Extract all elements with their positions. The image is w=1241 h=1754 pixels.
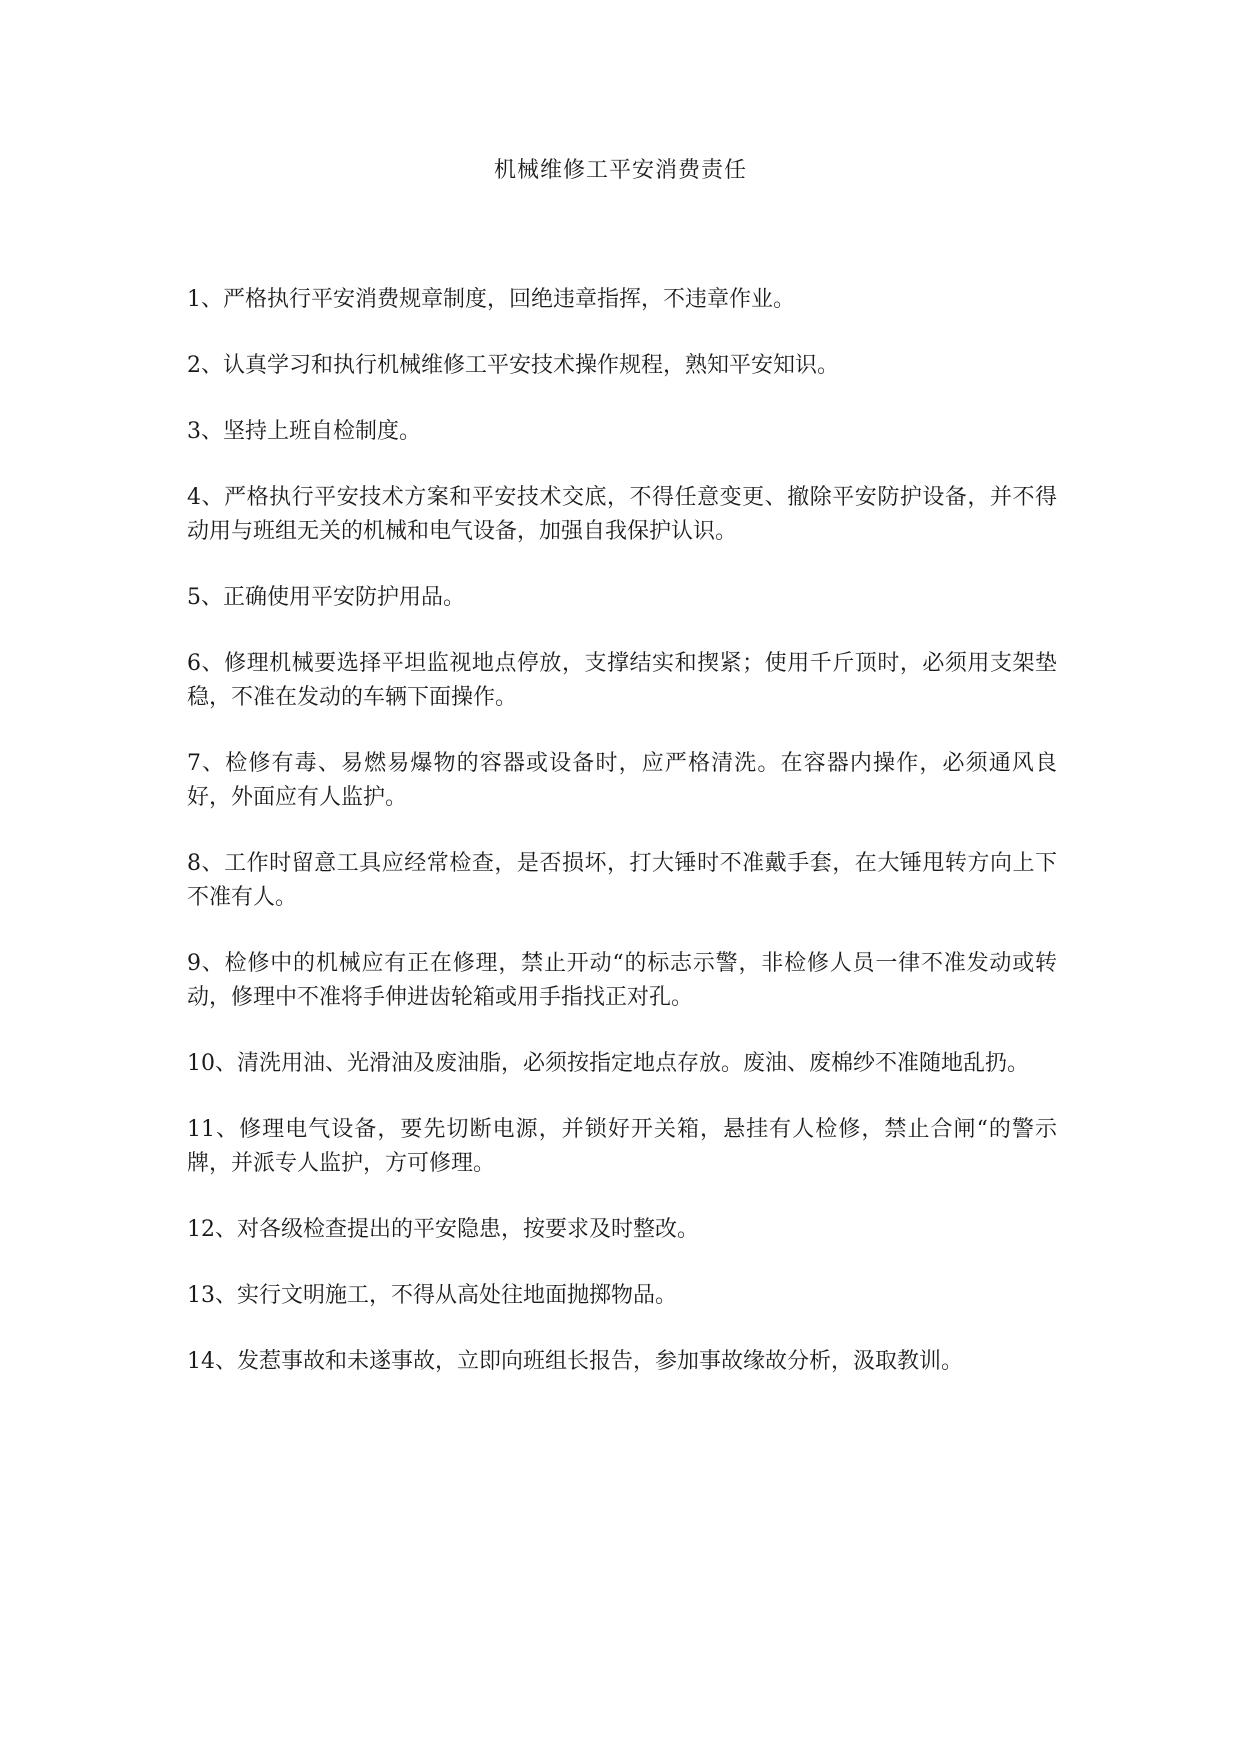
list-item (187, 581, 1057, 615)
item-number: 14、 (187, 1349, 237, 1374)
item-number: 10、 (187, 1051, 237, 1076)
list-item (187, 283, 1057, 317)
item-number: 3、 (187, 419, 223, 444)
list-item (187, 1345, 1057, 1379)
document-title: 机械维修工平安消费责任 (493, 158, 747, 183)
item-text: 清洗用油、光滑油及废油脂，必须按指定地点存放。废油、废棉纱不准随地乱扔。 (237, 1051, 1030, 1076)
list-item (187, 415, 1057, 449)
list-item (187, 947, 1057, 1015)
item-text: 严格执行平安消费规章制度，回绝违章指挥，不违章作业。 (223, 287, 796, 312)
list-item (187, 647, 1057, 715)
item-number: 12、 (187, 1217, 237, 1242)
item-text: 检修有毒、易燃易爆物的容器或设备时，应严格清洗。在容器内操作，必须通风良好，外面应有人监护。 (187, 751, 1057, 810)
item-number: 8、 (187, 851, 225, 876)
item-number: 7、 (187, 751, 226, 776)
list-item (187, 847, 1057, 915)
list-item (187, 481, 1057, 549)
item-text: 修理电气设备，要先切断电源，并锁好开关箱，悬挂有人检修，禁止合闸“的警示牌，并派专人监护，方可修理。 (187, 1117, 1057, 1176)
item-text: 正确使用平安防护用品。 (223, 585, 466, 610)
item-text: 工作时留意工具应经常检查，是否损坏，打大锤时不准戴手套，在大锤甩转方向上下不准有人。 (187, 851, 1057, 910)
item-number: 2、 (187, 353, 223, 378)
item-text: 检修中的机械应有正在修理，禁止开动“的标志示警，非检修人员一律不准发动或转动，修理中不准将手伸进齿轮箱或用手指找正对孔。 (187, 951, 1058, 1010)
item-number: 11、 (187, 1117, 240, 1142)
list-item (187, 1279, 1057, 1313)
item-text: 修理机械要选择平坦监视地点停放，支撑结实和揳紧；使用千斤顶时，必须用支架垫稳，不准在发动的车辆下面操作。 (187, 651, 1057, 710)
item-number: 1、 (187, 287, 223, 312)
item-text: 对各级检查提出的平安隐患，按要求及时整改。 (237, 1217, 700, 1242)
responsibility-list (187, 283, 1057, 1411)
item-text: 实行文明施工，不得从高处往地面抛掷物品。 (237, 1283, 678, 1308)
list-item (187, 349, 1057, 383)
item-number: 6、 (187, 651, 225, 676)
item-text: 严格执行平安技术方案和平安技术交底，不得任意变更、撤除平安防护设备，并不得动用与班组无关的机械和电气设备，加强自我保护认识。 (187, 485, 1057, 544)
item-text: 发惹事故和未遂事故，立即向班组长报告，参加事故缘故分析，汲取教训。 (237, 1349, 964, 1374)
item-number: 13、 (187, 1283, 237, 1308)
item-text: 认真学习和执行机械维修工平安技术操作规程，熟知平安知识。 (223, 353, 840, 378)
item-number: 5、 (187, 585, 223, 610)
item-text: 坚持上班自检制度。 (223, 419, 422, 444)
list-item (187, 1113, 1057, 1181)
item-number: 9、 (187, 951, 225, 976)
item-number: 4、 (187, 485, 225, 510)
list-item (187, 1047, 1057, 1081)
list-item (187, 1213, 1057, 1247)
list-item (187, 747, 1057, 815)
